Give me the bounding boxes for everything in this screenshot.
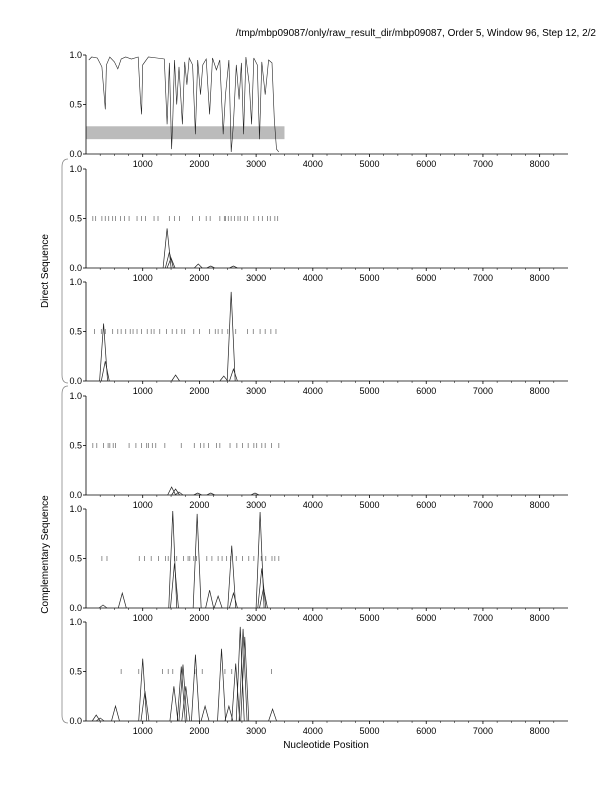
x-tick-label: 1000 (132, 726, 153, 736)
peak-mark (99, 605, 107, 608)
group-brace (62, 159, 68, 383)
peak-mark (229, 369, 237, 381)
panel-complementary-1 (69, 391, 568, 510)
x-tick-label: 2000 (189, 273, 210, 283)
figure-title: /tmp/mbp09087/only/raw_result_dir/mbp09087, Order 5, Window 96, Step 12, 2/2 (235, 28, 596, 39)
x-tick-label: 5000 (359, 500, 380, 510)
y-tick-label: 1.0 (69, 504, 82, 514)
peak-mark (92, 715, 100, 721)
panel-complementary-2 (69, 504, 568, 623)
x-tick-label: 3000 (246, 613, 267, 623)
x-tick-label: 2000 (189, 159, 210, 169)
y-tick-label: 0.5 (69, 99, 82, 110)
x-tick-label: 4000 (302, 273, 323, 283)
panels (69, 50, 568, 736)
peak-mark (170, 563, 178, 608)
y-tick-label: 0.0 (69, 603, 82, 613)
x-tick-label: 6000 (416, 159, 437, 169)
x-tick-label: 1000 (132, 613, 153, 623)
peak-mark (118, 593, 126, 608)
panel-overall (69, 50, 568, 169)
peak-mark (191, 655, 199, 721)
x-tick-label: 8000 (529, 613, 550, 623)
peak-mark (214, 596, 222, 608)
x-tick-label: 5000 (359, 613, 380, 623)
y-tick-label: 0.5 (69, 666, 82, 677)
x-tick-label: 3000 (246, 159, 267, 169)
x-tick-label: 1000 (132, 159, 153, 169)
y-tick-label: 0.5 (69, 213, 82, 224)
x-tick-label: 7000 (472, 613, 493, 623)
x-tick-label: 8000 (529, 386, 550, 396)
x-tick-label: 2000 (189, 613, 210, 623)
group-label: Direct Sequence (40, 234, 51, 308)
x-tick-label: 1000 (132, 386, 153, 396)
x-tick-label: 6000 (416, 613, 437, 623)
y-tick-label: 0.0 (69, 490, 82, 500)
peak-mark (220, 376, 228, 381)
x-tick-label: 8000 (529, 500, 550, 510)
group-labels (40, 159, 68, 723)
y-tick-label: 0.0 (69, 263, 82, 273)
peak-mark (227, 292, 235, 381)
x-tick-label: 4000 (302, 613, 323, 623)
peak-mark (269, 709, 277, 721)
y-tick-label: 1.0 (69, 164, 82, 174)
x-tick-label: 5000 (359, 159, 380, 169)
x-tick-label: 1000 (132, 273, 153, 283)
panel-direct-2 (69, 277, 568, 396)
y-tick-label: 0.5 (69, 553, 82, 564)
group-label: Complementary Sequence (40, 495, 51, 614)
peak-mark (258, 568, 266, 608)
panel-complementary-3 (69, 617, 568, 736)
x-tick-label: 8000 (529, 726, 550, 736)
peak-mark (206, 590, 214, 608)
peak-mark (193, 514, 201, 608)
y-tick-label: 1.0 (69, 391, 82, 401)
peak-mark (100, 324, 108, 381)
peak-mark (172, 375, 180, 381)
x-tick-label: 6000 (416, 273, 437, 283)
peak-mark (229, 593, 237, 608)
x-tick-label: 3000 (246, 500, 267, 510)
x-axis-label: Nucleotide Position (283, 740, 369, 751)
x-tick-label: 3000 (246, 273, 267, 283)
panel-direct-1 (69, 164, 568, 283)
x-tick-label: 1000 (132, 500, 153, 510)
peak-mark (194, 264, 202, 268)
x-tick-label: 6000 (416, 726, 437, 736)
peak-mark (169, 511, 177, 608)
y-tick-label: 0.0 (69, 149, 82, 159)
x-tick-label: 4000 (302, 500, 323, 510)
x-tick-label: 7000 (472, 386, 493, 396)
peak-mark (256, 512, 264, 608)
peak-mark (111, 706, 119, 721)
x-tick-label: 7000 (472, 726, 493, 736)
y-tick-label: 1.0 (69, 617, 82, 627)
peak-mark (139, 659, 147, 721)
peak-mark (218, 649, 226, 721)
x-tick-label: 4000 (302, 386, 323, 396)
peak-mark (177, 667, 185, 721)
x-tick-label: 8000 (529, 159, 550, 169)
x-tick-label: 7000 (472, 500, 493, 510)
y-tick-label: 0.0 (69, 716, 82, 726)
peak-mark (101, 361, 109, 381)
x-tick-label: 2000 (189, 386, 210, 396)
x-tick-label: 3000 (246, 726, 267, 736)
shaded-band (86, 126, 284, 139)
y-tick-label: 1.0 (69, 50, 82, 60)
y-tick-label: 0.5 (69, 440, 82, 451)
peak-mark (170, 686, 178, 721)
x-tick-label: 7000 (472, 159, 493, 169)
y-tick-label: 0.5 (69, 326, 82, 337)
x-tick-label: 2000 (189, 726, 210, 736)
x-tick-label: 5000 (359, 273, 380, 283)
x-tick-label: 3000 (246, 386, 267, 396)
group-brace (62, 386, 68, 723)
peak-mark (201, 706, 209, 721)
x-tick-label: 4000 (302, 726, 323, 736)
y-tick-label: 1.0 (69, 277, 82, 287)
x-tick-label: 2000 (189, 500, 210, 510)
x-tick-label: 4000 (302, 159, 323, 169)
x-tick-label: 8000 (529, 273, 550, 283)
x-tick-label: 5000 (359, 386, 380, 396)
x-tick-label: 6000 (416, 386, 437, 396)
x-tick-label: 6000 (416, 500, 437, 510)
y-tick-label: 0.0 (69, 376, 82, 386)
x-tick-label: 5000 (359, 726, 380, 736)
x-tick-label: 7000 (472, 273, 493, 283)
